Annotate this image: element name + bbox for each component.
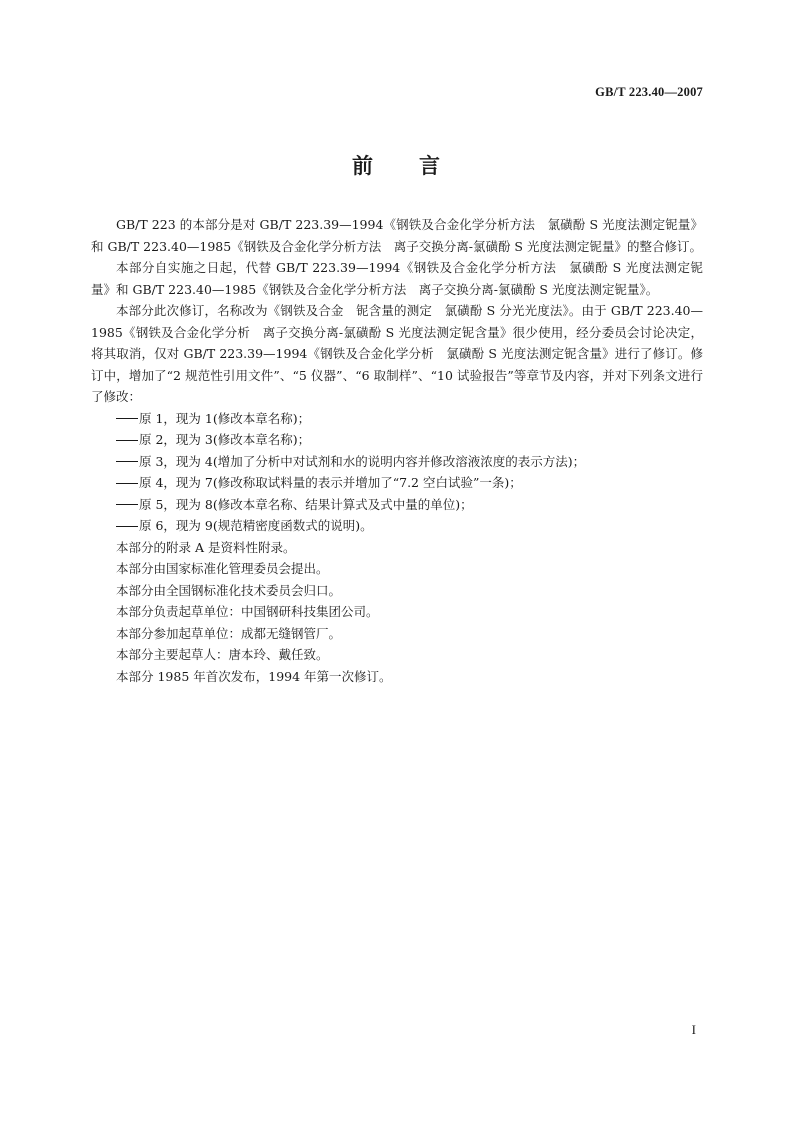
revision-item: 原 4，现为 7(修改称取试料量的表示并增加了“7.2 空白试验”一条)； — [91, 472, 703, 494]
statement-appendix: 本部分的附录 A 是资料性附录。 — [116, 539, 296, 555]
title-char-1: 前 — [352, 153, 375, 178]
page-title — [0, 150, 794, 180]
statement-drafting-unit: 本部分负责起草单位：中国钢研科技集团公司。 — [116, 604, 379, 619]
statement-proposer: 本部分由国家标准化管理委员会提出。 — [116, 561, 329, 576]
dash-mark — [116, 483, 138, 485]
foreword-body — [91, 214, 703, 687]
dash-mark — [116, 461, 138, 463]
revision-item: 原 2，现为 3(修改本章名称)； — [91, 429, 703, 451]
paragraph-2: 本部分自实施之日起，代替 GB/T 223.39—1994《钢铁及合金化学分析方法 氯磺酚 S 光度法测定铌量》和 GB/T 223.40—1985《钢铁及合金化学分析方法 离子交换分离-氯磺酚 S 光度法测定铌量》。 — [91, 260, 703, 297]
statement-history: 本部分 1985 年首次发布，1994 年第一次修订。 — [116, 668, 392, 684]
page-number: I — [691, 1022, 696, 1037]
paragraph-1: GB/T 223 的本部分是对 GB/T 223.39—1994《钢铁及合金化学分析方法 氯磺酚 S 光度法测定铌量》和 GB/T 223.40—1985《钢铁及合金化学分析方法 离子交换分离-氯磺酚 S 光度法测定铌量》的整合修订。 — [91, 217, 703, 254]
statement-participating-unit: 本部分参加起草单位：成都无缝钢管厂。 — [116, 625, 342, 641]
standard-code: GB/T 223.40—2007 — [595, 85, 703, 99]
dash-mark — [116, 418, 138, 420]
revision-item: 原 5，现为 8(修改本章名称、结果计算式及式中量的单位)； — [91, 494, 703, 516]
revision-item: 原 6，现为 9(规范精密度函数式的说明)。 — [91, 515, 703, 537]
paragraph-3: 本部分此次修订，名称改为《钢铁及合金 铌含量的测定 氯磺酚 S 分光光度法》。由于 GB/T 223.40—1985《钢铁及合金化学分析 离子交换分离-氯磺酚 S 光度法测定铌含量》很少使用，经分委员会讨论决定，将其取消，仅对 GB/T 223.39—1994《钢铁及合金化学分析 氯磺酚 S 光度法测定铌含量》进行了修订。修订中，增加了“2 规范性引用文件”、“5 仪器”、“6 取制样”、“10 试验报告”等章节及内容，并对下列条文进行了修改： — [91, 303, 703, 404]
statement-drafters: 本部分主要起草人：唐本玲、戴任致。 — [116, 647, 329, 662]
revision-item: 原 1，现为 1(修改本章名称)； — [91, 408, 703, 430]
dash-mark — [116, 440, 138, 442]
revision-item: 原 3，现为 4(增加了分析中对试剂和水的说明内容并修改溶液浓度的表示方法)； — [91, 451, 703, 473]
statement-committee: 本部分由全国钢标准化技术委员会归口。 — [116, 582, 342, 598]
dash-mark — [116, 526, 138, 528]
title-char-2: 言 — [419, 153, 442, 178]
dash-mark — [116, 504, 138, 506]
